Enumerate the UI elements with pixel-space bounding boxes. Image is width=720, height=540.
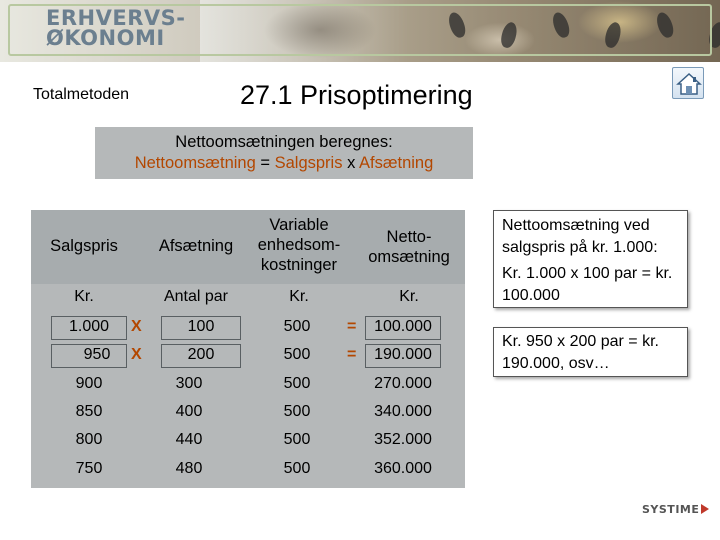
erhvervsokonomi-logo: [46, 8, 185, 48]
slide-title: 27.1 Prisoptimering: [240, 80, 473, 110]
calculation-note-1: [493, 210, 688, 308]
header-variable-costs: [243, 215, 355, 275]
row2-times-operator: X: [131, 346, 142, 363]
row2-varcost: 500: [283, 346, 311, 363]
row6-qty: 480: [175, 460, 203, 477]
home-button[interactable]: [672, 67, 704, 99]
row1-revenue: 100.000: [374, 318, 432, 335]
home-icon: [676, 71, 702, 97]
unit-afsaetning: Antal par: [163, 288, 229, 305]
row1-varcost: 500: [283, 318, 311, 335]
row5-price: 800: [75, 431, 103, 448]
row6-price: 750: [75, 460, 103, 477]
row5-revenue: 352.000: [374, 431, 432, 448]
row1-qty: 100: [187, 318, 215, 335]
header-variable-line3: kostninger: [260, 256, 338, 274]
row3-varcost: 500: [283, 375, 311, 392]
row5-varcost: 500: [283, 431, 311, 448]
note2-text: Kr. 950 x 200 par = kr. 190.000, osv…: [502, 333, 659, 372]
formula-term-afsaetning: Afsætning: [359, 154, 434, 172]
row1-equals-operator: =: [347, 318, 357, 335]
systime-brand: SYSTIME: [642, 503, 700, 516]
row2-qty: 200: [187, 346, 215, 363]
logo-line-2: ØKONOMI: [46, 26, 165, 50]
row2-revenue: 190.000: [374, 346, 432, 363]
unit-variable: Kr.: [289, 288, 309, 305]
formula-times: x: [347, 154, 356, 172]
row4-varcost: 500: [283, 403, 311, 420]
section-label: Totalmetoden: [33, 86, 130, 103]
row3-qty: 300: [175, 375, 203, 392]
note1-line2: Kr. 1.000 x 100 par = kr. 100.000: [502, 265, 673, 304]
row6-revenue: 360.000: [374, 460, 432, 477]
header-netto-line1: Netto-: [386, 228, 432, 246]
price-table: [31, 210, 465, 488]
formula-intro: Nettoomsætningen beregnes:: [175, 133, 393, 151]
row2-equals-operator: =: [347, 346, 357, 363]
row1-price: 1.000: [68, 318, 110, 335]
row5-qty: 440: [175, 431, 203, 448]
formula-equals: =: [260, 154, 270, 172]
formula-term-salgspris: Salgspris: [274, 154, 343, 172]
header-nettoomsaetning: [353, 227, 465, 267]
note1-line1: Nettoomsætning ved salgspris på kr. 1.000:: [502, 217, 658, 256]
row6-varcost: 500: [283, 460, 311, 477]
unit-salgspris: Kr.: [74, 288, 94, 305]
row2-price: 950: [83, 346, 111, 363]
header-afsaetning: Afsætning: [158, 237, 234, 255]
header-banner: [0, 0, 720, 62]
header-variable-line1: Variable: [269, 216, 329, 234]
formula-expression: [95, 153, 473, 174]
header-variable-line2: enhedsom-: [257, 236, 341, 254]
systime-logo: [642, 503, 709, 516]
header-salgspris: Salgspris: [50, 237, 118, 255]
row1-times-operator: X: [131, 318, 142, 335]
row4-qty: 400: [175, 403, 203, 420]
systime-mark-icon: [701, 504, 709, 514]
row4-price: 850: [75, 403, 103, 420]
row3-price: 900: [75, 375, 103, 392]
unit-netto: Kr.: [399, 288, 419, 305]
logo-line-1: ERHVERVS-: [46, 6, 186, 30]
calculation-note-2: [493, 327, 688, 377]
row4-revenue: 340.000: [374, 403, 432, 420]
formula-box: [95, 127, 473, 179]
header-netto-line2: omsætning: [368, 248, 450, 266]
row3-revenue: 270.000: [374, 375, 432, 392]
formula-term-nettoomsaetning: Nettoomsætning: [134, 154, 256, 172]
